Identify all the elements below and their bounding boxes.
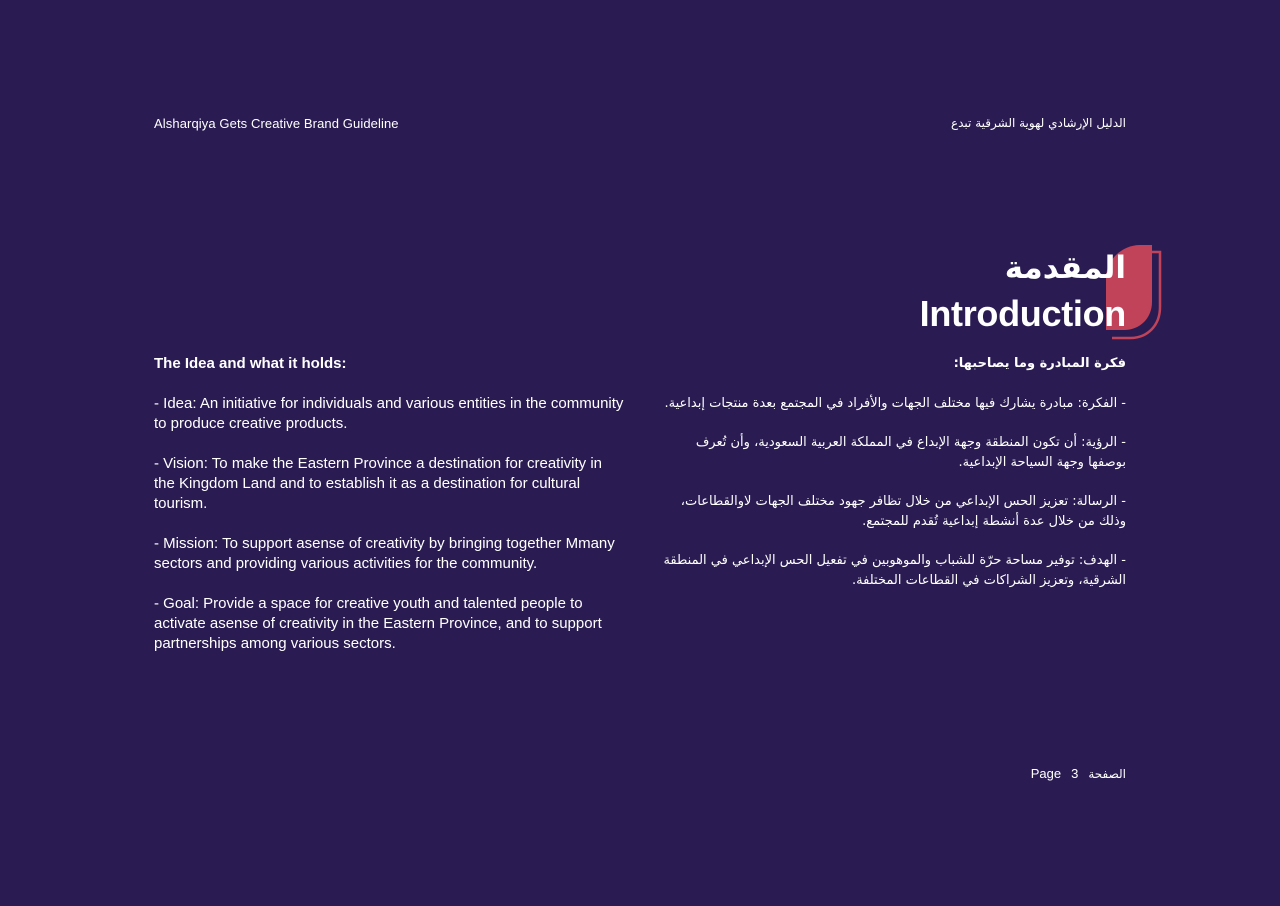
header-title-arabic: الدليل الإرشادي لهوية الشرقية تبدع xyxy=(950,116,1126,130)
english-paragraph-vision: - Vision: To make the Eastern Province a destination for creativity in the Kingdom Land and to establish it as a destination for cultural tourism. xyxy=(154,455,603,512)
arabic-paragraph-goal: - الهدف: توفير مساحة حرّة للشباب والموهوبين في تفعيل الحس الإبداعي في المنطقة الشرقية، وتعزيز الشراكات في القطاعات المختلفة. xyxy=(663,553,1126,588)
page-label-arabic: الصفحة xyxy=(1088,766,1126,781)
english-paragraph-goal: - Goal: Provide a space for creative youth and talented people to activate asense of creativity in the Eastern Province, and to support partnerships among various sectors. xyxy=(154,595,602,652)
title-arabic: المقدمة xyxy=(1004,250,1126,286)
arabic-paragraph-mission: - الرسالة: تعزيز الحس الإبداعي من خلال تظافر جهود مختلف الجهات لاوالقطاعات، وذلك من خلال عدة أنشطة إبداعية تُقدم للمجتمع. xyxy=(680,494,1126,529)
arabic-paragraph-idea: - الفكرة: مبادرة يشارك فيها مختلف الجهات والأفراد في المجتمع بعدة منتجات إبداعية. xyxy=(664,396,1126,411)
page-footer xyxy=(1031,766,1126,781)
english-column xyxy=(154,354,624,674)
page-number: 3 xyxy=(1071,766,1079,781)
title-english: Introduction xyxy=(919,293,1126,334)
english-paragraph-idea: - Idea: An initiative for individuals and various entities in the community to produce creative products. xyxy=(154,395,624,432)
arabic-heading: فكرة المبادرة وما يصاحبها: xyxy=(953,356,1126,371)
english-heading: The Idea and what it holds: xyxy=(154,355,347,372)
header-title-english: Alsharqiya Gets Creative Brand Guideline xyxy=(154,116,399,131)
english-paragraph-mission: - Mission: To support asense of creativity by bringing together Mmany sectors and providing various activities for the community. xyxy=(154,535,615,572)
page-label: Page xyxy=(1030,766,1062,781)
section-title xyxy=(920,246,1126,338)
arabic-paragraph-vision: - الرؤية: أن تكون المنطقة وجهة الإبداع في المملكة العربية السعودية، وأن تُعرف بوصفها وجهة السياحة الإبداعية. xyxy=(695,435,1126,470)
arabic-column xyxy=(656,354,1126,610)
